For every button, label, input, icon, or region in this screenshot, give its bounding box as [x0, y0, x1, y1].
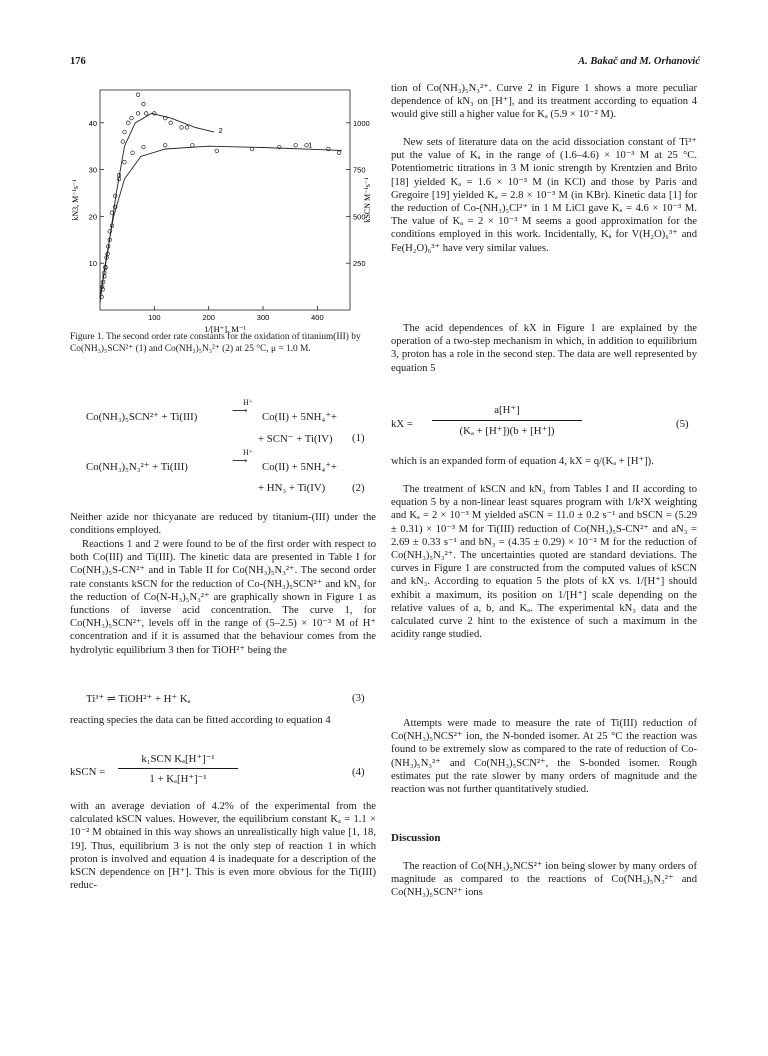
- x-tick-label: 400: [311, 313, 324, 322]
- curve-label-1: 1: [308, 140, 313, 150]
- figure-caption: Figure 1. The second order rate constants for the oxidation of titanium(III) by Co(NH₃)₅SCN²⁺ (1) and Co(NH₃)₅N₃²⁺ (2) at 25 °C, μ = 1.0 M.: [70, 332, 361, 354]
- left-para-1: Neither azide nor thicyanate are reduced by titanium-(III) under the conditions employed.: [70, 512, 376, 537]
- right-para-7: The reaction of Co(NH₃)₅NCS²⁺ ion being slower by many orders of magnitude as compared to the reactions of Co(NH₃)₅N₃²⁺ and Co(NH₃)₅SCN²⁺ ions: [391, 861, 697, 899]
- eq3: Ti³⁺ ⇌ TiOH²⁺ + H⁺ Kₐ: [86, 693, 191, 705]
- y-left-tick-label: 40: [88, 118, 97, 128]
- series-2-point: [123, 130, 127, 134]
- y-left-axis-label: kN3, M⁻¹s⁻¹: [71, 179, 80, 221]
- y-left-tick-label: 20: [88, 212, 97, 222]
- series-2-point: [142, 102, 146, 106]
- series-2-point: [144, 112, 148, 116]
- eq5-fraction-bar: [432, 420, 582, 421]
- eq3-number: (3): [352, 692, 365, 704]
- left-para-3: reacting species the data can be fitted according to equation 4: [70, 715, 331, 726]
- series-1-point: [294, 143, 298, 147]
- eq4-number: (4): [352, 766, 365, 778]
- eq1-line2: + SCN⁻ + Ti(IV): [258, 433, 333, 445]
- page-header: [70, 56, 700, 70]
- series-1-curve: [100, 146, 342, 302]
- rate-constant-chart: [70, 82, 376, 334]
- eq5-denominator: (Kₐ + [H⁺])(b + [H⁺]): [459, 425, 555, 437]
- eq2-arrow-label: H⁺: [243, 448, 253, 457]
- series-1-point: [142, 145, 146, 149]
- page-number: 176: [70, 56, 86, 67]
- series-1-point: [250, 147, 254, 151]
- eq1-right: Co(II) + 5NH₄⁺+: [262, 411, 338, 423]
- series-2-point: [169, 121, 173, 125]
- series-2-point: [185, 126, 189, 130]
- eq1-left: Co(NH₃)₅SCN²⁺ + Ti(III): [86, 411, 198, 423]
- x-tick-label: 300: [256, 313, 270, 322]
- series-1-point: [191, 143, 195, 147]
- right-para-1: tion of Co(NH₃)₅N₃²⁺. Curve 2 in Figure 1 shows a more peculiar dependence of kN₃ on [H⁺], and its treatment according to equation 4 would give still a higher value for Kₐ (5.9 × 10⁻² M).: [391, 83, 697, 121]
- y-right-tick-label: 250: [353, 259, 366, 269]
- y-right-axis-label: kSCN M⁻¹s⁻¹: [363, 177, 372, 223]
- series-2-point: [136, 112, 140, 116]
- x-axis-label: 1/[H⁺], M⁻¹: [204, 324, 246, 334]
- plot-frame: [100, 90, 350, 310]
- right-para-5: The treatment of kSCN and kN₃ from Tables I and II according to equation 5 by a non-linear least squares program with 1/k²X weighting and Kₐ = 2 × 10⁻³ M yielded aSCN = 11.0 ± 0.2 s⁻¹ and bSCN = (5.29 ± 0.31) × 10⁻³ M for Ti(III) reduction of Co(NH₃)₅S-CN²⁺ and aN₃ = 2.69 ± 0.33 s⁻¹ and bN₃ = (4.35 ± 0.29) × 10⁻² M for the reduction of Co(NH₃)₅N₃²⁺. The uncertainties quoted are standard deviations. The curves in Figure 1 are constructed from the computed values of kSCN and kN₃. According to equation 5 the plots of kX vs. 1/[H⁺] should exhibit a maximum, its position on 1/[H⁺] scale depending on the relative values of a, b, and Kₐ. The experimental kN₃ data and the calculated curve 2 hint to the existence of such a maximum in the acidity range studied.: [391, 484, 697, 641]
- eq4-numerator: k₁SCN Kₐ[H⁺]⁻¹: [141, 753, 215, 765]
- eq2-left: Co(NH₃)₅N₃²⁺ + Ti(III): [86, 461, 188, 473]
- series-2-point: [136, 93, 140, 97]
- figure-1: [70, 82, 376, 334]
- equation-1-line1: [86, 410, 197, 423]
- series-2-point: [121, 140, 125, 144]
- x-tick-label: 200: [202, 313, 215, 322]
- curve-label-2: 2: [218, 125, 223, 135]
- y-left-tick-label: 10: [88, 259, 97, 269]
- series-1-point: [113, 194, 117, 198]
- series-2-point: [126, 121, 130, 125]
- series-1-point: [215, 149, 219, 153]
- eq2-number: (2): [352, 482, 365, 494]
- y-left-tick-label: 30: [88, 165, 97, 175]
- y-right-tick-label: 750: [353, 165, 366, 175]
- eq5-lhs: kX =: [391, 418, 413, 430]
- eq2-line2: + HN₃ + Ti(IV): [258, 482, 326, 494]
- eq4-denominator: 1 + Kₐ[H⁺]⁻¹: [149, 773, 207, 785]
- series-1-point: [123, 160, 127, 164]
- y-right-tick-label: 1000: [353, 118, 370, 128]
- series-1-point: [337, 151, 341, 155]
- series-2-point: [130, 116, 134, 120]
- running-head: A. Bakač and M. Orhanović: [578, 56, 700, 67]
- left-para-4: with an average deviation of 4.2% of the experimental from the calculated kSCN values. However, the equilibrium constant Kₐ = 1.1 × 10⁻² M obtained in this way shows an unrealistically high value [1, 18, 19]. Thus, equilibrium 3 is not the only step of reaction 1 in which proton is involved and equation 4 is inadequate for a description of the kSCN dependence on [H⁺]. This is even more obvious for the Ti(III) reduc-: [70, 801, 376, 892]
- right-para-6: Attempts were made to measure the rate of Ti(III) reduction of Co(NH₃)₅NCS²⁺ ion, the N-bonded isomer. At 25 °C the reaction was found to be extremely slow as compared to the rate of reduction of Co-(NH₃)₅N₃²⁺ and Co(NH₃)₅SCN²⁺, the S-bonded isomer. Rough estimates put the rate slower by many orders of magnitude and the reaction was not further quantitatively studied.: [391, 718, 697, 796]
- right-para-3: The acid dependences of kX in Figure 1 are explained by the operation of a two-step mechanism in which, in addition to equilibrium 3, proton has a role in the second step. The data are well represented by equation 5: [391, 323, 697, 374]
- series-1-point: [131, 151, 135, 155]
- eq5-numerator: a[H⁺]: [494, 404, 520, 416]
- eq1-number: (1): [352, 432, 365, 444]
- right-para-2: New sets of literature data on the acid dissociation constant of Ti³⁺ put the value of Kₐ in the range of (1.6–4.6) × 10⁻³ M at 25 °C. Potentiometric titrations in 3 M ionic strength by Krentzien and Brito [18] yielded Kₐ = 1.6 × 10⁻³ M (in KCl) and those by Paris and Gregoire [19] yielded Kₐ = 2.8 × 10⁻³ M (in KBr). Kinetic data [1] for the reduction of Co-(NH₃)₅Cl²⁺ in 1 M LiCl gave Kₐ = 4.6 × 10⁻³ M. The value of Kₐ = 2 × 10⁻³ M seems a good approximation for the conditions employed in this work. Incidentally, Kₐ for V(H₂O)₆³⁺ and Fe(H₂O)₆³⁺ have very similar values.: [391, 137, 697, 254]
- right-para-4: which is an expanded form of equation 4, kX = q/(Kₐ + [H⁺]).: [391, 456, 654, 467]
- y-right-tick-label: 500: [353, 212, 366, 222]
- eq2-arrow: ⟶: [232, 455, 248, 467]
- eq4-fraction-bar: [118, 768, 238, 769]
- series-2-point: [180, 126, 184, 130]
- eq4-lhs: kSCN =: [70, 766, 106, 778]
- eq1-arrow-label: H⁺: [243, 398, 253, 407]
- eq1-arrow: ⟶: [232, 405, 248, 417]
- left-para-2: Reactions 1 and 2 were found to be of the first order with respect to both Co(III) and Ti(III). The kinetic data are presented in Table I for Co(NH₃)₅S-CN²⁺ and in Table II for Co(NH₃)₅N₃²⁺. The second order rate constants kSCN for the reduction of Co-(NH₃)₅SCN²⁺ and kN₃ for the reduction of Co(N-H₃)₅N₃²⁺ are graphically shown in Figure 1 as functions of inverse acid concentration. The curve 1, for Co(NH₃)₅SCN²⁺, levels off in the range of (5–2.5) × 10⁻³ M of H⁺ concentration and if it is assumed that the behaviour comes from the hydrolytic equilibrium 3 then for TiOH²⁺ being the: [70, 539, 376, 656]
- x-tick-label: 100: [148, 313, 161, 322]
- eq5-number: (5): [676, 418, 689, 430]
- section-title-discussion: Discussion: [391, 832, 441, 844]
- series-1-point: [163, 143, 167, 147]
- eq2-right: Co(II) + 5NH₄⁺+: [262, 461, 338, 473]
